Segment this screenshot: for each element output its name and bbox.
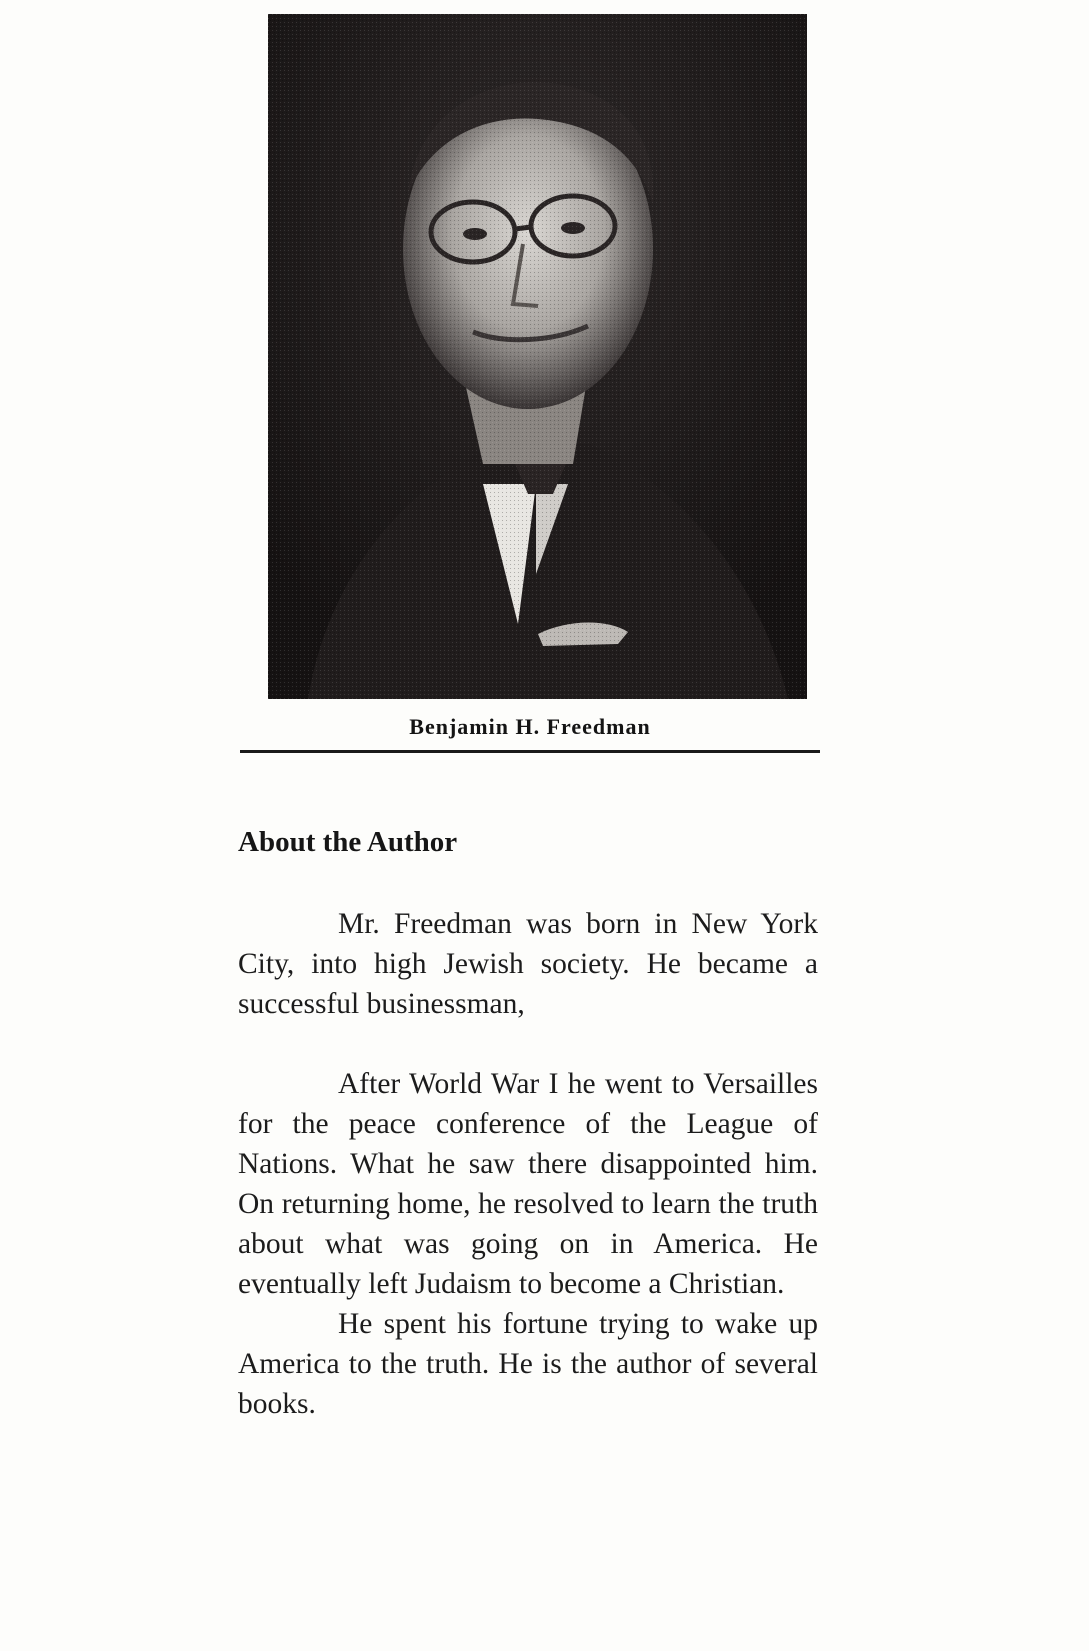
caption-divider — [240, 750, 820, 753]
paragraph-3: He spent his fortune trying to wake up America to the truth. He is the author of several books. — [238, 1308, 818, 1420]
article-body — [238, 904, 818, 1424]
paragraph-2: After World War I he went to Versailles for the peace conference of the League of Nations. What he saw there disappointed him. On returning home, he resolved to learn the truth about what was going on in America. He eventually left Judaism to become a Christian. — [238, 1068, 818, 1300]
author-portrait — [268, 14, 807, 699]
paragraph-1: Mr. Freedman was born in New York City, into high Jewish society. He became a successful businessman, — [238, 908, 818, 1020]
paragraph-spacer — [238, 1024, 818, 1064]
photo-caption: Benjamin H. Freedman — [409, 714, 651, 739]
section-heading: About the Author — [238, 826, 458, 858]
